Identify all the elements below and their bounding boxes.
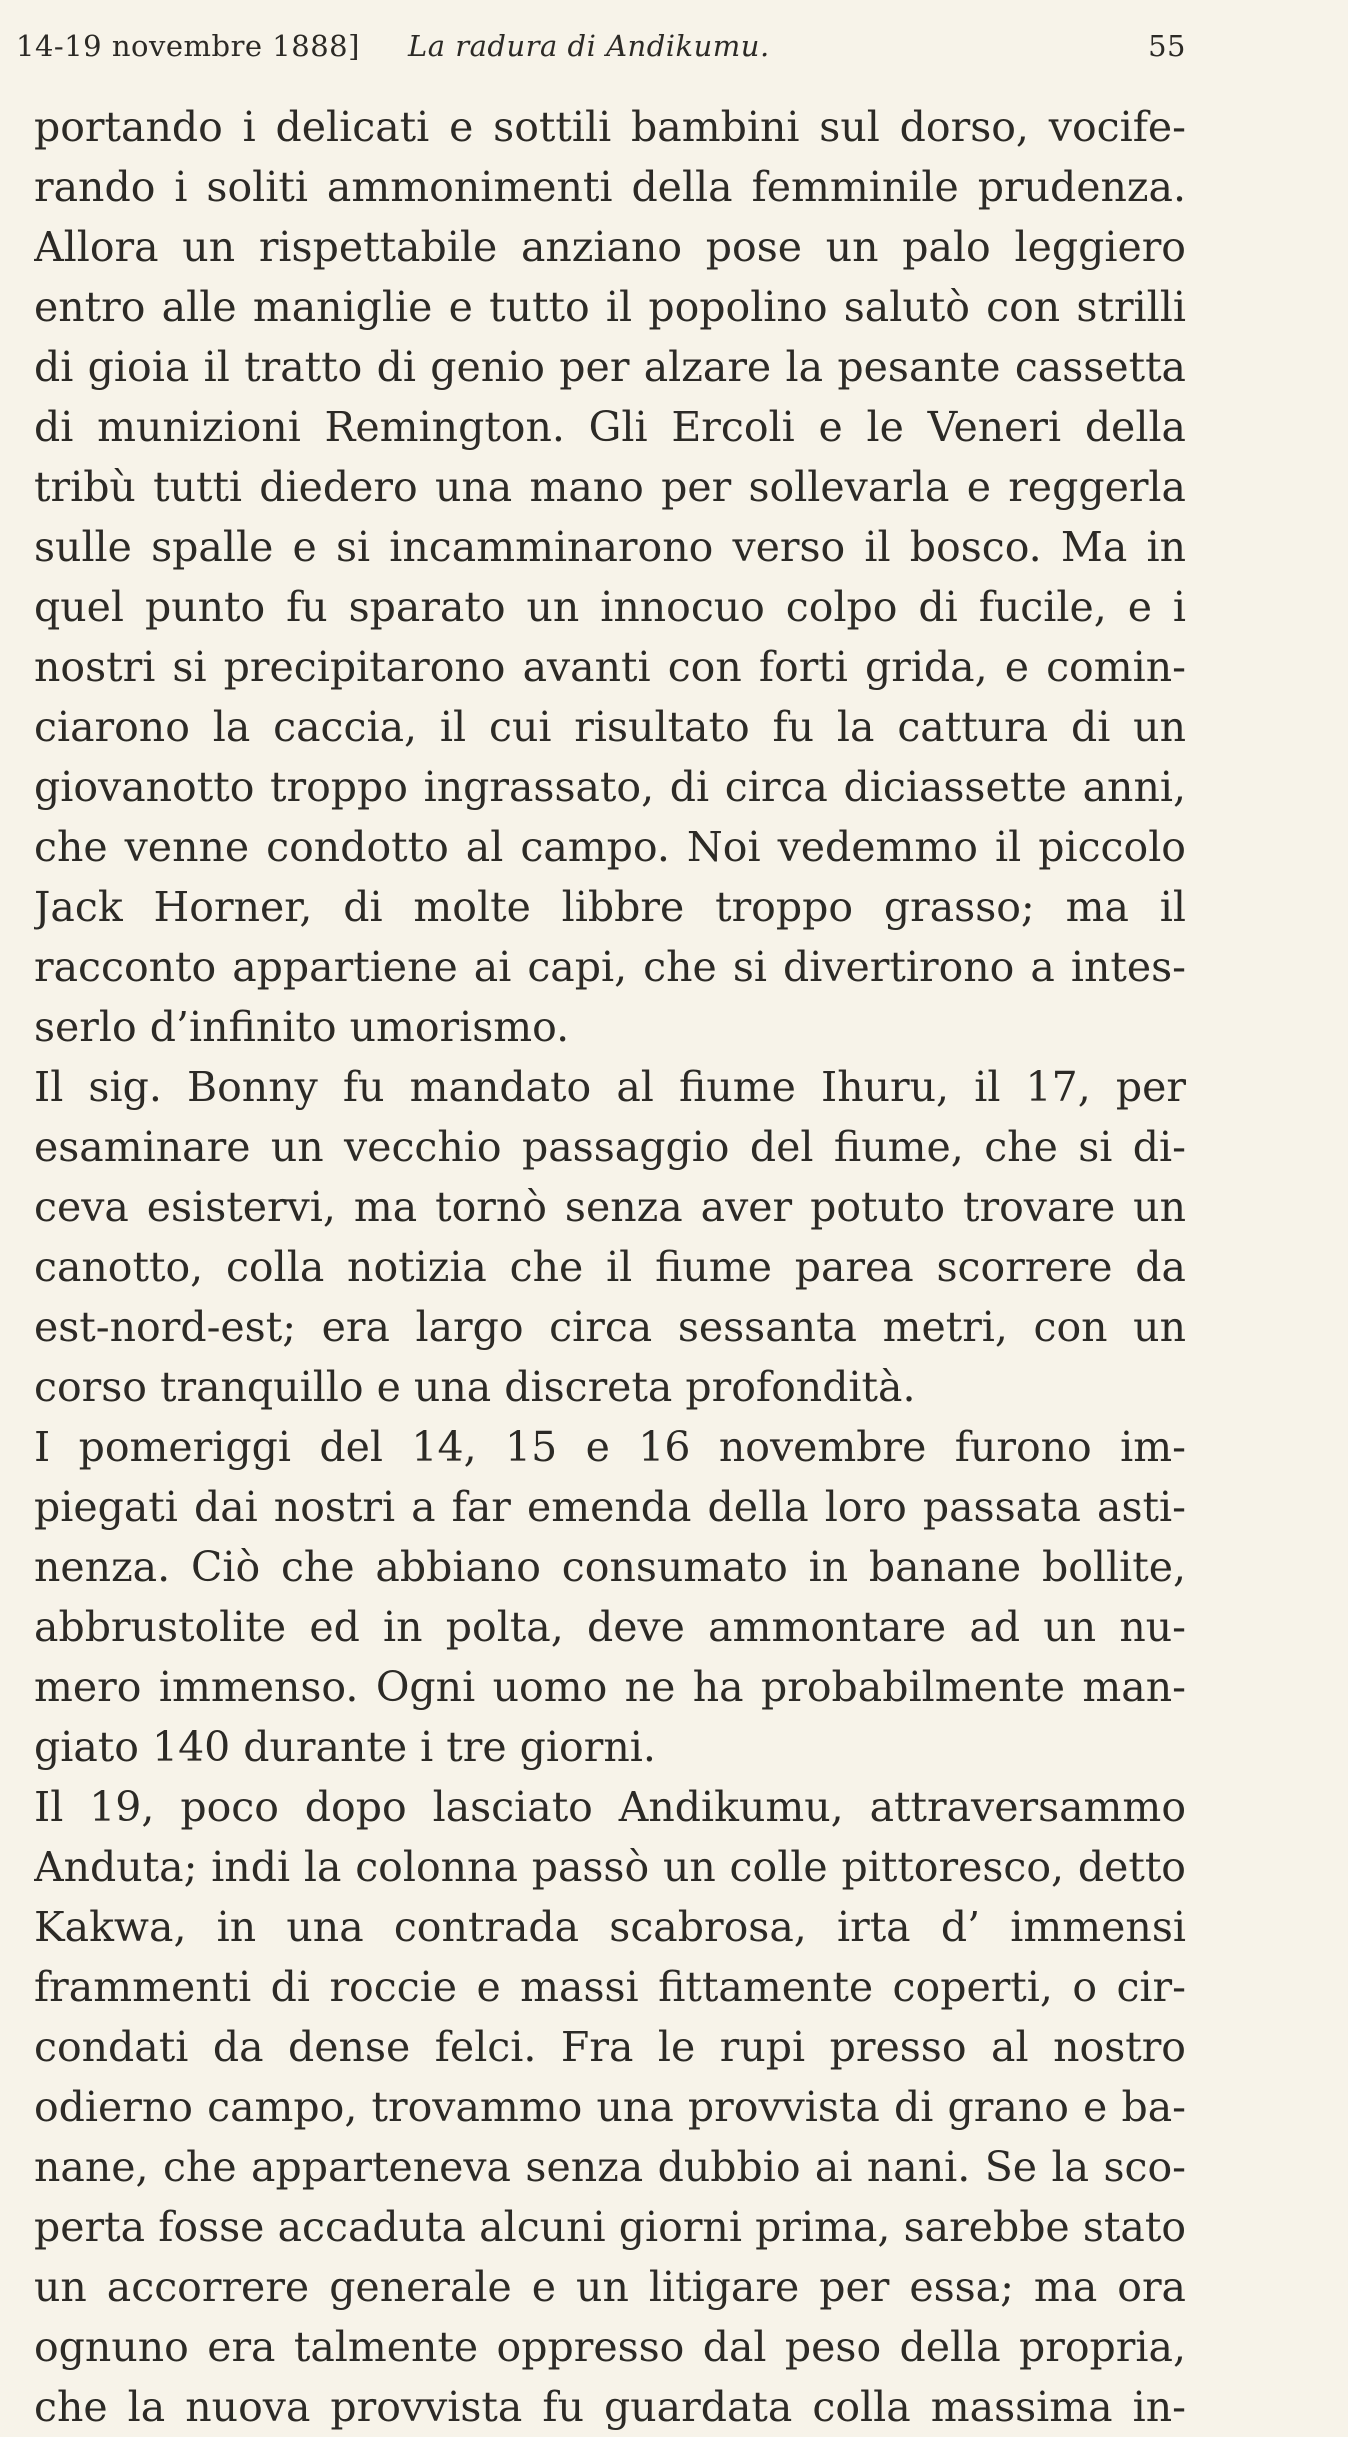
text-line: ceva esistervi, ma tornò senza aver potuto trovare un (34, 1183, 1186, 1231)
text-line: giato 140 durante i tre giorni. (34, 1723, 656, 1771)
text-line: di munizioni Remington. Gli Ercoli e le Veneri della (34, 403, 1186, 451)
text-line: nenza. Ciò che abbiano consumato in banane bollite, (34, 1543, 1186, 1591)
text-line: di gioia il tratto di genio per alzare la pesante cassetta (34, 343, 1186, 391)
text-line: Anduta; indi la colonna passò un colle pittoresco, detto (34, 1843, 1186, 1891)
text-line: mero immenso. Ogni uomo ne ha probabilmente man- (34, 1663, 1186, 1711)
running-head (16, 26, 1186, 66)
text-line: entro alle maniglie e tutto il popolino salutò con strilli (34, 283, 1186, 331)
text-line: Il sig. Bonny fu mandato al fiume Ihuru, il 17, per (34, 1063, 1186, 1111)
text-line: frammenti di roccie e massi fittamente coperti, o cir- (34, 1963, 1186, 2011)
page-number: 55 (1148, 29, 1186, 63)
text-line: serlo d’infinito umorismo. (34, 1003, 570, 1051)
text-line: canotto, colla notizia che il fiume parea scorrere da (34, 1243, 1186, 1291)
running-head-dates: 14-19 novembre 1888] (16, 29, 360, 63)
text-line: Kakwa, in una contrada scabrosa, irta d’ immensi (34, 1903, 1186, 1951)
text-line: ciarono la caccia, il cui risultato fu la cattura di un (34, 703, 1186, 751)
running-head-title: La radura di Andikumu. (408, 29, 770, 63)
body-text (34, 97, 1186, 2437)
text-line: tribù tutti diedero una mano per sollevarla e reggerla (34, 463, 1186, 511)
text-line: nostri si precipitarono avanti con forti grida, e comin- (34, 643, 1186, 691)
text-line: sulle spalle e si incamminarono verso il bosco. Ma in (34, 523, 1186, 571)
text-line: portando i delicati e sottili bambini sul dorso, vocife- (34, 103, 1186, 151)
text-line: Il 19, poco dopo lasciato Andikumu, attraversammo (34, 1783, 1186, 1831)
text-line: Jack Horner, di molte libbre troppo grasso; ma il (34, 883, 1186, 931)
text-line: I pomeriggi del 14, 15 e 16 novembre furono im- (34, 1423, 1186, 1471)
text-line: che la nuova provvista fu guardata colla massima in- (34, 2383, 1186, 2431)
text-line: abbrustolite ed in polta, deve ammontare ad un nu- (34, 1603, 1186, 1651)
text-line: giovanotto troppo ingrassato, di circa diciassette anni, (34, 763, 1186, 811)
text-line: ognuno era talmente oppresso dal peso della propria, (34, 2323, 1186, 2371)
text-line: nane, che apparteneva senza dubbio ai nani. Se la sco- (34, 2143, 1186, 2191)
text-line: racconto appartiene ai capi, che si divertirono a intes- (34, 943, 1186, 991)
text-line: esaminare un vecchio passaggio del fiume, che si di- (34, 1123, 1186, 1171)
text-line: perta fosse accaduta alcuni giorni prima, sarebbe stato (34, 2203, 1186, 2251)
text-line: condati da dense felci. Fra le rupi presso al nostro (34, 2023, 1186, 2071)
text-line: quel punto fu sparato un innocuo colpo di fucile, e i (34, 583, 1186, 631)
text-line: odierno campo, trovammo una provvista di grano e ba- (34, 2083, 1186, 2131)
text-line: est-nord-est; era largo circa sessanta metri, con un (34, 1303, 1186, 1351)
text-line: piegati dai nostri a far emenda della loro passata asti- (34, 1483, 1186, 1531)
text-line: corso tranquillo e una discreta profondità. (34, 1363, 916, 1411)
text-line: che venne condotto al campo. Noi vedemmo il piccolo (34, 823, 1186, 871)
text-line: un accorrere generale e un litigare per essa; ma ora (34, 2263, 1186, 2311)
text-line: Allora un rispettabile anziano pose un palo leggiero (34, 223, 1186, 271)
text-line: rando i soliti ammonimenti della femminile prudenza. (34, 163, 1186, 211)
